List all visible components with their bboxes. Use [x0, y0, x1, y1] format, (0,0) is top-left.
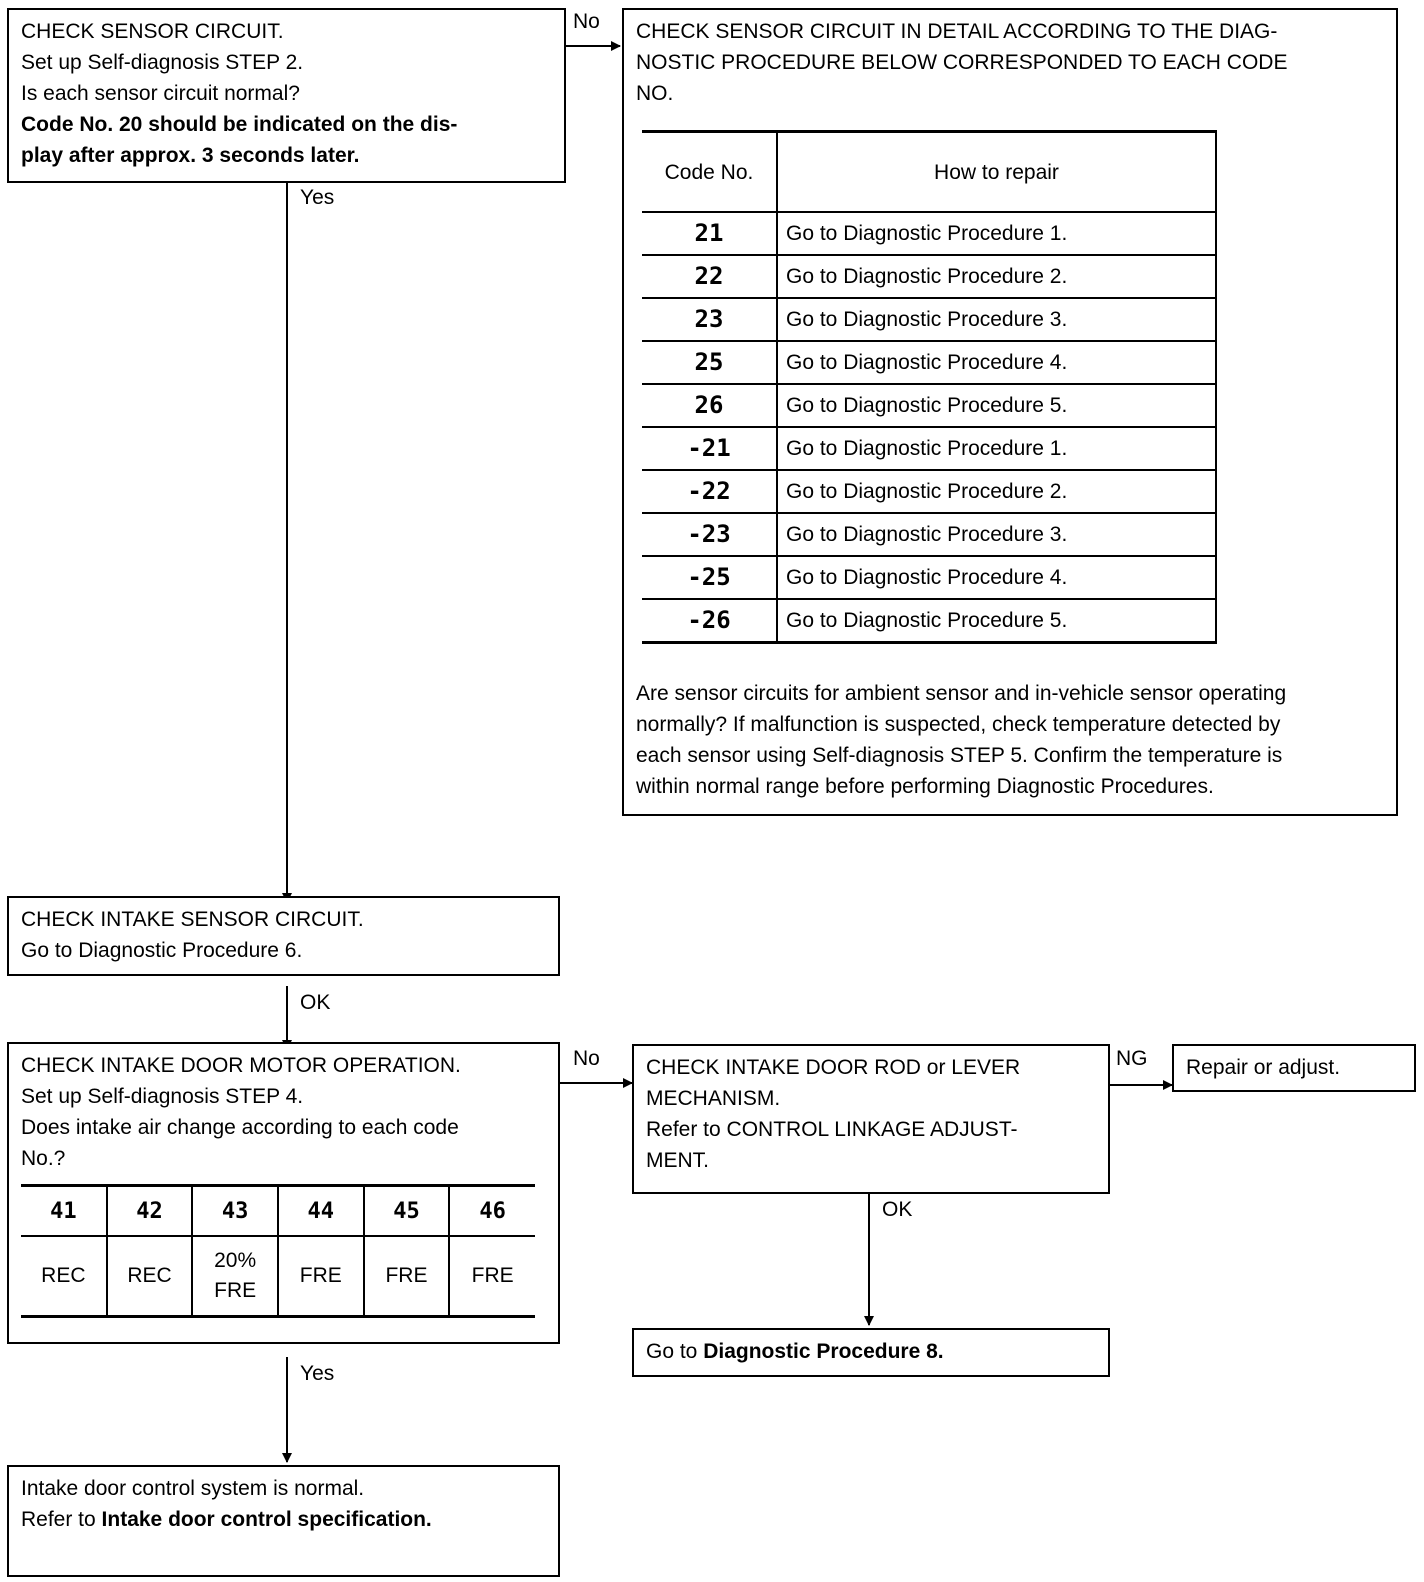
label-ok-2: OK	[882, 1198, 913, 1221]
table-row	[642, 470, 1216, 513]
table-row	[642, 298, 1216, 341]
mode-code: 45	[364, 1186, 450, 1237]
mode-code: 41	[21, 1186, 107, 1237]
mode-value	[449, 1236, 535, 1317]
code-repair-table	[642, 130, 1217, 644]
code-cell: 23	[642, 298, 777, 341]
node-text: Set up Self-diagnosis STEP 4.	[21, 1085, 304, 1108]
repair-cell: Go to Diagnostic Procedure 2.	[777, 470, 1216, 513]
code-cell: 21	[642, 212, 777, 255]
table-row	[642, 255, 1216, 298]
node-text-bold: Intake door control specification.	[101, 1508, 432, 1531]
node-text-bold: Code No. 20 should be indicated on the dis-	[21, 113, 458, 136]
node-text: CHECK INTAKE DOOR MOTOR OPERATION.	[21, 1054, 461, 1077]
node-text: MECHANISM.	[646, 1087, 781, 1110]
note-line: within normal range before performing Diagnostic Procedures.	[636, 775, 1214, 798]
node-text-prefix: Go to	[646, 1340, 704, 1363]
intake-mode-table	[21, 1184, 535, 1318]
repair-cell: Go to Diagnostic Procedure 1.	[777, 212, 1216, 255]
code-cell: 22	[642, 255, 777, 298]
mode-code: 44	[278, 1186, 364, 1237]
note-line: Are sensor circuits for ambient sensor and in-vehicle sensor operating	[636, 682, 1287, 705]
code-cell: -25	[642, 556, 777, 599]
mode-value-text: FRE	[471, 1264, 514, 1287]
node-check-rod-lever	[632, 1044, 1110, 1194]
node-text	[21, 1504, 546, 1535]
node-text: No.?	[21, 1147, 66, 1170]
code-cell: 25	[642, 341, 777, 384]
repair-cell: Go to Diagnostic Procedure 3.	[777, 513, 1216, 556]
column-header-code: Code No.	[642, 132, 777, 213]
repair-cell: Go to Diagnostic Procedure 2.	[777, 255, 1216, 298]
table-row	[642, 556, 1216, 599]
column-header-repair: How to repair	[777, 132, 1216, 213]
label-ng: NG	[1116, 1047, 1148, 1070]
node-text: Is each sensor circuit normal?	[21, 82, 300, 105]
node-text: Refer to CONTROL LINKAGE ADJUST-	[646, 1118, 1018, 1141]
code-cell: -22	[642, 470, 777, 513]
mode-value-text: FRE	[385, 1264, 428, 1287]
node-text: Intake door control system is normal.	[21, 1477, 365, 1500]
node-text: Does intake air change according to each code	[21, 1116, 459, 1139]
mode-value-text: FRE	[214, 1279, 257, 1302]
repair-cell: Go to Diagnostic Procedure 3.	[777, 298, 1216, 341]
node-text-bold: Diagnostic Procedure 8.	[703, 1340, 944, 1363]
node-title: CHECK SENSOR CIRCUIT IN DETAIL ACCORDING TO THE DIAG-	[636, 20, 1278, 43]
repair-cell: Go to Diagnostic Procedure 5.	[777, 384, 1216, 427]
mode-value	[278, 1236, 364, 1317]
node-check-intake-sensor	[7, 896, 560, 976]
repair-cell: Go to Diagnostic Procedure 4.	[777, 556, 1216, 599]
node-title: NOSTIC PROCEDURE BELOW CORRESPONDED TO EACH CODE	[636, 51, 1288, 74]
node-repair-or-adjust	[1172, 1044, 1416, 1092]
mode-value-text: 20%	[214, 1249, 257, 1272]
table-row	[642, 513, 1216, 556]
repair-cell: Go to Diagnostic Procedure 1.	[777, 427, 1216, 470]
code-cell: -26	[642, 599, 777, 643]
mode-value-text: REC	[127, 1264, 172, 1287]
label-yes-2: Yes	[300, 1362, 335, 1385]
sensor-note	[636, 678, 1386, 802]
table-row	[642, 212, 1216, 255]
mode-value	[364, 1236, 450, 1317]
node-text: Go to Diagnostic Procedure 6.	[21, 939, 303, 962]
mode-row	[21, 1236, 535, 1317]
mode-code: 46	[449, 1186, 535, 1237]
node-check-in-detail	[622, 8, 1398, 816]
mode-value-text: FRE	[299, 1264, 342, 1287]
table-row	[642, 384, 1216, 427]
node-text: CHECK SENSOR CIRCUIT.	[21, 20, 284, 43]
label-no-1: No	[573, 10, 600, 33]
node-text	[646, 1336, 1096, 1367]
node-system-normal	[7, 1465, 560, 1577]
table-row	[642, 341, 1216, 384]
node-text: Set up Self-diagnosis STEP 2.	[21, 51, 304, 74]
node-procedure-8	[632, 1328, 1110, 1377]
node-text: CHECK INTAKE SENSOR CIRCUIT.	[21, 908, 364, 931]
node-text-prefix: Refer to	[21, 1508, 102, 1531]
repair-cell: Go to Diagnostic Procedure 4.	[777, 341, 1216, 384]
table-row	[642, 599, 1216, 643]
node-text: CHECK INTAKE DOOR ROD or LEVER	[646, 1056, 1021, 1079]
node-check-sensor-circuit	[7, 8, 566, 183]
mode-value	[192, 1236, 278, 1317]
mode-code: 42	[107, 1186, 193, 1237]
node-title: NO.	[636, 82, 674, 105]
mode-value	[107, 1236, 193, 1317]
node-text-bold: play after approx. 3 seconds later.	[21, 144, 360, 167]
mode-value-text: REC	[41, 1264, 86, 1287]
mode-code: 43	[192, 1186, 278, 1237]
label-ok-1: OK	[300, 991, 331, 1014]
code-cell: -21	[642, 427, 777, 470]
code-cell: 26	[642, 384, 777, 427]
table-row	[642, 427, 1216, 470]
node-text: Repair or adjust.	[1186, 1056, 1341, 1079]
note-line: normally? If malfunction is suspected, check temperature detected by	[636, 713, 1281, 736]
label-yes-1: Yes	[300, 186, 335, 209]
label-no-2: No	[573, 1047, 600, 1070]
mode-value	[21, 1236, 107, 1317]
node-check-door-motor	[7, 1042, 560, 1344]
repair-cell: Go to Diagnostic Procedure 5.	[777, 599, 1216, 643]
node-text: MENT.	[646, 1149, 709, 1172]
note-line: each sensor using Self-diagnosis STEP 5. Confirm the temperature is	[636, 744, 1283, 767]
code-row	[21, 1186, 535, 1237]
code-cell: -23	[642, 513, 777, 556]
